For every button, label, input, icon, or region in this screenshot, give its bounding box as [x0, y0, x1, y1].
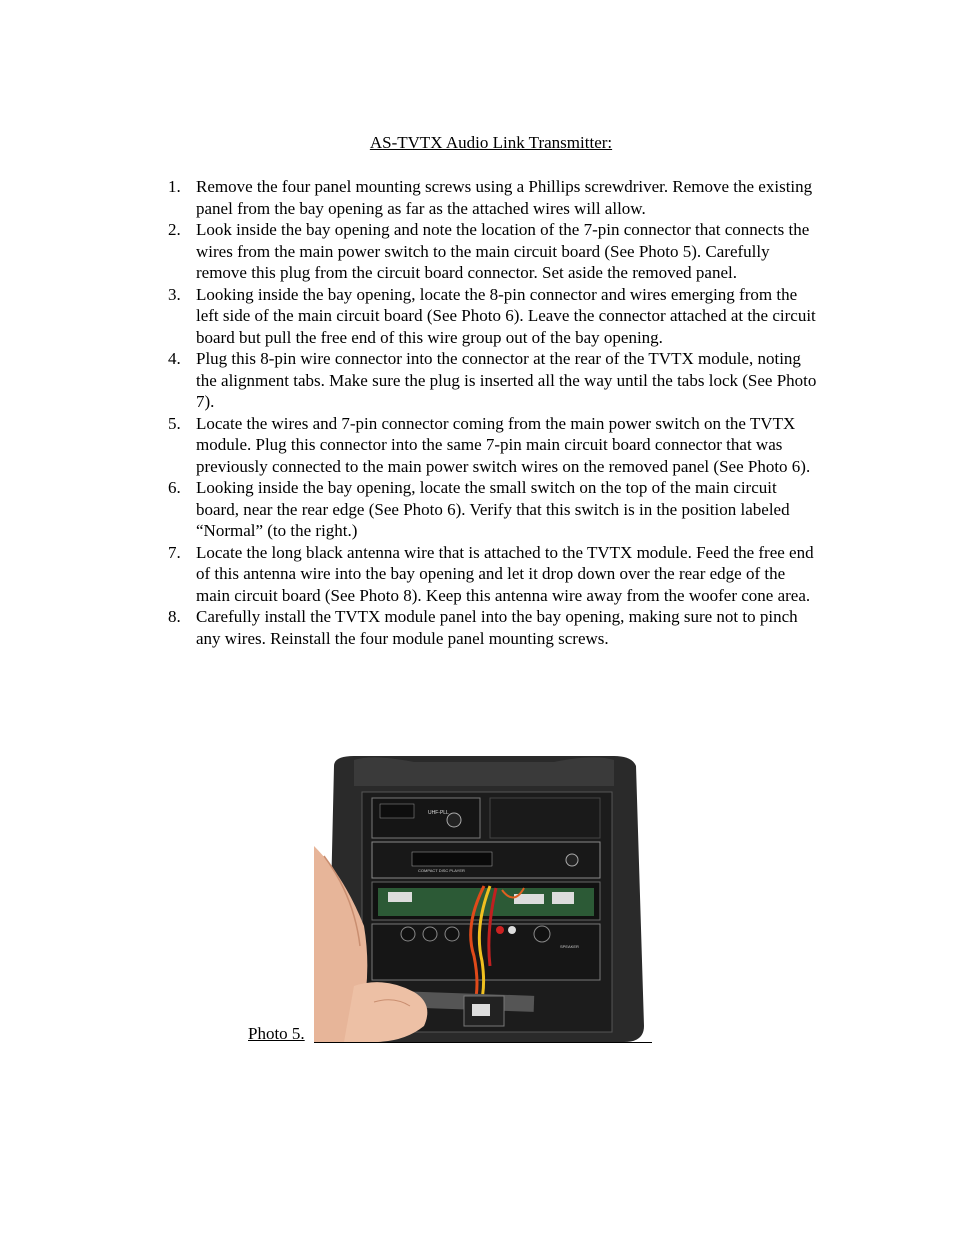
step-number: 6.: [168, 478, 181, 497]
step-text: Looking inside the bay opening, locate the small switch on the top of the main circuit board, near the rear edge (See Photo 6). Verify that this switch is in the position labeled “Normal” (to the right.): [196, 478, 790, 540]
list-item: [168, 176, 818, 219]
page-title: AS-TVTX Audio Link Transmitter:: [369, 133, 613, 152]
player-label: COMPACT DISC PLAYER: [418, 868, 465, 873]
step-number: 3.: [168, 284, 181, 304]
step-text: Locate the wires and 7-pin connector coming from the main power switch on the TVTX module. Plug this connector into the same 7-pin main circuit board connector that was previously connected to the main power switch wires on the removed panel (See Photo 6).: [196, 413, 811, 476]
speaker-photo: [314, 756, 652, 1043]
step-text: Locate the long black antenna wire that is attached to the TVTX module. Feed the free end of this antenna wire into the bay opening and let it drop down over the rear edge of the main circuit board (See Photo 8). Keep this antenna wire away from the woofer cone area.: [196, 542, 814, 605]
step-text: Look inside the bay opening and note the location of the 7-pin connector that connects the wires from the main power switch to the main circuit board (See Photo 5). Carefully remove this plug from the circuit board connector. Set aside the removed panel.: [196, 220, 810, 282]
step-number: 1.: [168, 177, 181, 196]
step-text: Looking inside the bay opening, locate the 8-pin connector and wires emerging from the left side of the main circuit board (See Photo 6). Leave the connector attached at the circuit board but pull the free end of this wire group out of the bay opening.: [196, 284, 816, 347]
step-number: 2.: [168, 220, 181, 239]
step-number: 5.: [168, 413, 181, 433]
step-number: 7.: [168, 542, 181, 562]
step-number: 8.: [168, 607, 181, 626]
list-item: [168, 606, 818, 649]
list-item: [168, 219, 818, 284]
list-item: [168, 413, 818, 478]
step-number: 4.: [168, 349, 181, 368]
speaker-label: SPEAKER: [560, 944, 579, 949]
instruction-list: [168, 176, 818, 649]
step-text: Remove the four panel mounting screws using a Phillips screwdriver. Remove the existing panel from the bay opening as far as the attached wires will allow.: [196, 177, 813, 218]
step-text: Carefully install the TVTX module panel into the bay opening, making sure not to pinch any wires. Reinstall the four module panel mounting screws.: [196, 607, 798, 648]
photo-caption: Photo 5.: [248, 1024, 305, 1043]
step-text: Plug this 8-pin wire connector into the connector at the rear of the TVTX module, noting the alignment tabs. Make sure the plug is inserted all the way until the tabs lock (See Photo 7).: [196, 349, 817, 411]
list-item: [168, 284, 818, 349]
list-item: [168, 348, 818, 413]
receiver-label: UHF-PLL: [428, 810, 449, 816]
list-item: [168, 477, 818, 542]
list-item: [168, 542, 818, 607]
